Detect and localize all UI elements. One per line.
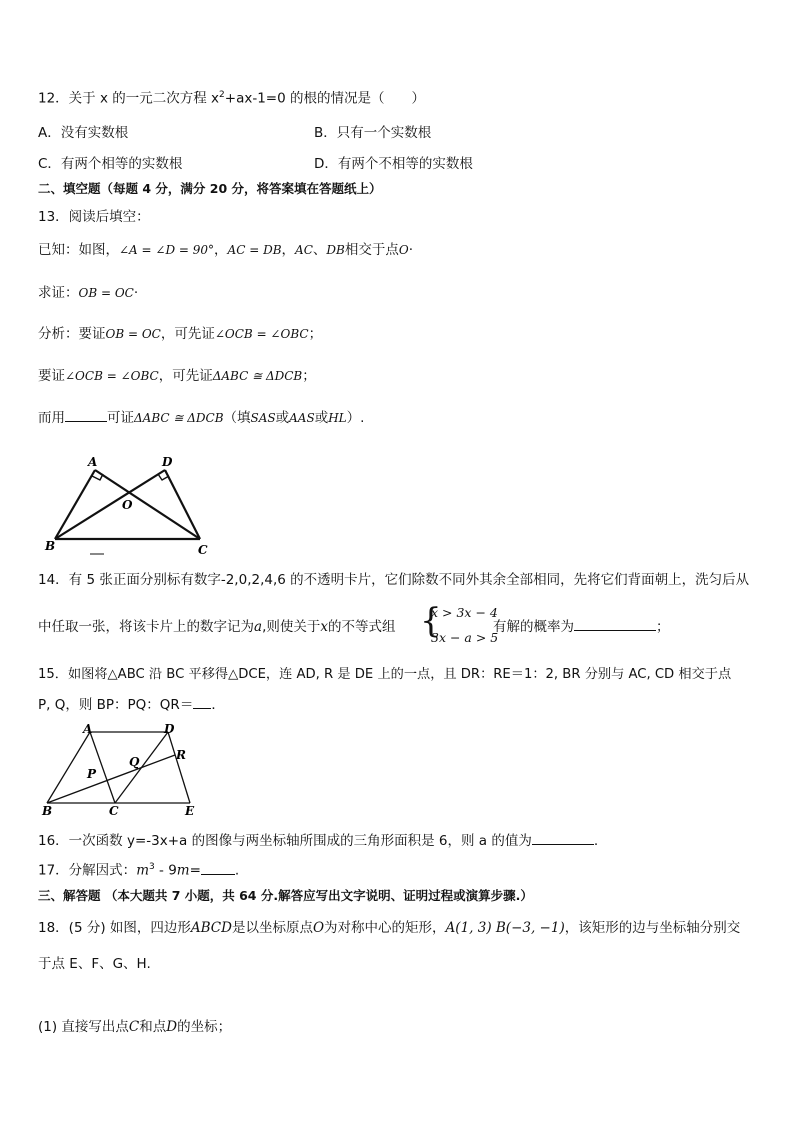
q12-option-d: D．有两个不相等的实数根 (314, 156, 473, 172)
q16-line: 16．一次函数 y=-3x+a 的图像与两坐标轴所围成的三角形面积是 6，则 a 的值为 . (38, 833, 599, 849)
q13-step: 要证∠OCB = ∠OBC，可先证ΔABC ≅ ΔDCB； (38, 368, 316, 384)
q12-stem: 12．关于 x 的一元二次方程 $x^2+ax-1=0$ 的根的情况是（ ） (38, 90, 425, 107)
q12-option-c: C．有两个相等的实数根 (38, 156, 183, 172)
q18-line1: 18．(5 分) 如图，四边形ABCD是以坐标原点O为对称中心的矩形，A(1, 3) B(−3, −1)，该矩形的边与坐标轴分别交 (38, 920, 741, 936)
q12-option-b: B．只有一个实数根 (314, 125, 432, 141)
section-2-heading: 二、填空题（每题 4 分，满分 20 分，将答案填在答题纸上） (38, 181, 382, 196)
label-q: Q (129, 755, 140, 769)
label-o: O (122, 498, 133, 512)
label-d: D (164, 722, 175, 736)
label-e: E (185, 804, 195, 817)
inequality-1: x > 3x − 4 (431, 605, 498, 620)
answer-blank-15[interactable] (193, 707, 211, 709)
q13-use-line: 而用 可证ΔABC ≅ ΔDCB（填SAS或AAS或HL）. (38, 410, 365, 426)
q13-given: 已知：如图，∠A = ∠D = 90°，AC = DB，AC、DB相交于点O· (38, 242, 413, 258)
figure-q15 (38, 722, 203, 817)
label-d: D (162, 455, 173, 469)
label-c: C (109, 804, 119, 817)
q14-line1: 14．有 5 张正面分别标有数字-2,0,2,4,6 的不透明卡片，它们除数不同外其余全部相同，先将它们背面朝上，洗匀后从 (38, 572, 750, 588)
segment-ab (55, 470, 95, 539)
q15-line1: 15．如图将△ABC 沿 BC 平移得△DCE，连 AD, R 是 DE 上的一点，且 DR：RE＝1：2, BR 分别与 AC, CD 相交于点 (38, 667, 732, 682)
answer-blank-13[interactable] (65, 420, 107, 422)
q15-line2: P, Q，则 BP：PQ：QR＝ ． (38, 697, 225, 713)
system-brace: { (420, 601, 442, 641)
q17-line: 17．分解因式：$m^3 - 9m=$ . (38, 862, 240, 879)
answer-blank-16[interactable] (532, 843, 594, 845)
q14-line2a: 中任取一张，将该卡片上的数字记为a,则使关于x的不等式组 (38, 619, 396, 635)
segment-br (47, 755, 175, 803)
q13-prove: 求证：OB = OC· (38, 285, 139, 301)
label-b: B (45, 539, 56, 553)
answer-blank-14[interactable] (574, 629, 656, 631)
answer-blank-17[interactable] (201, 873, 235, 875)
label-b: B (42, 804, 53, 817)
q13-title: 13．阅读后填空： (38, 209, 150, 225)
q13-analysis: 分析：要证OB = OC，可先证∠OCB = ∠OBC； (38, 326, 323, 342)
inequality-2: 3x − a > 5 (431, 630, 499, 645)
section-3-heading: 三、解答题 （本大题共 7 小题，共 64 分.解答应写出文字说明、证明过程或演算步骤.） (38, 888, 533, 903)
segment-ba (47, 732, 90, 803)
label-r: R (176, 748, 186, 762)
q18-sub1: (1) 直接写出点C和点D的坐标； (38, 1019, 232, 1035)
figure-q13 (40, 452, 220, 560)
label-p: P (87, 767, 97, 781)
q14-line2b: 有解的概率为 ； (493, 619, 670, 635)
label-a: A (83, 722, 93, 736)
label-a: A (88, 455, 98, 469)
q12-option-a: A．没有实数根 (38, 125, 129, 141)
q18-line2: 于点 E、F、G、H. (38, 956, 151, 972)
label-c: C (198, 543, 208, 557)
segment-de (168, 732, 190, 803)
